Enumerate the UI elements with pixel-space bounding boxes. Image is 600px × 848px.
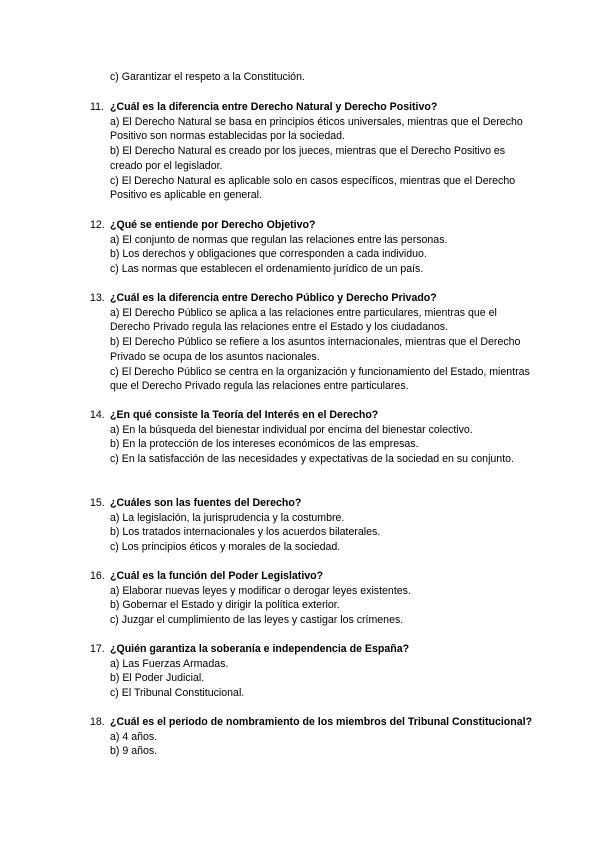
question-13: [0, 291, 600, 394]
option-c: c) Las normas que establecen el ordenamiento jurídico de un país.: [110, 263, 424, 276]
question-11: [0, 100, 600, 203]
option-b: b) Los tratados internacionales y los acuerdos bilaterales.: [110, 526, 381, 539]
option-a: a) La legislación, la jurisprudencia y la costumbre.: [110, 511, 345, 524]
question-number: 15.: [90, 497, 105, 509]
option-c: c) El Tribunal Constitucional.: [110, 687, 245, 700]
option-a: a) En la búsqueda del bienestar individual por encima del bienestar colectivo.: [110, 423, 473, 436]
option-b: b) El Derecho Público se refiere a los asuntos internacionales, mientras que el Derecho Privado se ocupa de los asuntos nacionales.: [110, 336, 521, 363]
question-text: ¿Quién garantiza la soberanía e independencia de España?: [110, 643, 410, 655]
question-text: ¿En qué consiste la Teoría del Interés en el Derecho?: [110, 409, 379, 421]
option-b: b) Gobernar el Estado y dirigir la política exterior.: [110, 599, 340, 612]
option-c: c) El Derecho Natural es aplicable solo en casos específicos, mientras que el Derecho Positivo es aplicable en general.: [110, 174, 516, 202]
option-c: c) En la satisfacción de las necesidades y expectativas de la sociedad en su conjunto.: [110, 453, 514, 466]
option-c: c) Los principios éticos y morales de la sociedad.: [110, 541, 341, 554]
question-number: 11.: [90, 101, 104, 113]
question-text: ¿Cuál es la función del Poder Legislativo?: [110, 570, 324, 582]
option-c: c) El Derecho Público se centra en la organización y funcionamiento del Estado, mientras que el Derecho Privado regula las relaciones entre particulares.: [110, 365, 530, 393]
option-b: b) 9 años.: [110, 745, 158, 758]
question-heading: [90, 218, 550, 233]
question-heading: [90, 408, 550, 423]
option-c: c) Juzgar el cumplimiento de las leyes y castigar los crímenes.: [110, 614, 404, 627]
option-a: a) 4 años.: [110, 730, 158, 743]
question-18: [0, 715, 600, 759]
question-heading: [90, 100, 550, 115]
question-number: 13.: [90, 292, 105, 304]
question-number: 18.: [90, 716, 105, 728]
question-number: 16.: [90, 570, 105, 582]
question-text: ¿Cuál es la diferencia entre Derecho Natural y Derecho Positivo?: [110, 101, 438, 113]
question-number: 12.: [90, 219, 105, 231]
question-heading: [90, 496, 550, 511]
question-14: [0, 408, 600, 467]
question-12: [0, 218, 600, 277]
option-a: a) El Derecho Natural se basa en principios éticos universales, mientras que el Derecho Positivo son normas establecidas por la sociedad.: [110, 115, 523, 143]
question-heading: [90, 569, 550, 584]
option-a: a) Las Fuerzas Armadas.: [110, 657, 229, 670]
question-16: [0, 569, 600, 628]
question-heading: [90, 715, 550, 730]
option-text: c) Garantizar el respeto a la Constitución.: [110, 71, 305, 83]
option-a: a) Elaborar nuevas leyes y modificar o derogar leyes existentes.: [110, 584, 411, 597]
option-b: b) En la protección de los intereses económicos de las empresas.: [110, 438, 419, 451]
leading-option-block: [0, 70, 600, 85]
question-text: ¿Cuál es el periodo de nombramiento de los miembros del Tribunal Constitucional?: [110, 716, 533, 728]
option-b: b) El Poder Judicial.: [110, 672, 205, 685]
question-text: ¿Cuál es la diferencia entre Derecho Público y Derecho Privado?: [110, 292, 437, 304]
question-number: 17.: [90, 643, 105, 655]
question-17: [0, 642, 600, 701]
option-b: b) Los derechos y obligaciones que corresponden a cada individuo.: [110, 248, 427, 261]
question-15: [0, 496, 600, 555]
question-heading: [90, 642, 550, 657]
question-heading: [90, 291, 550, 306]
option-a: a) El conjunto de normas que regulan las relaciones entre las personas.: [110, 233, 448, 246]
question-text: ¿Cuáles son las fuentes del Derecho?: [110, 497, 302, 509]
question-number: 14.: [90, 409, 105, 421]
option-b: b) El Derecho Natural es creado por los jueces, mientras que el Derecho Positivo es creado por el legislador.: [110, 145, 506, 172]
option-a: a) El Derecho Público se aplica a las relaciones entre particulares, mientras que el Derecho Privado regula las relaciones entre el Estado y los ciudadanos.: [110, 306, 497, 334]
question-text: ¿Qué se entiende por Derecho Objetivo?: [110, 219, 316, 231]
